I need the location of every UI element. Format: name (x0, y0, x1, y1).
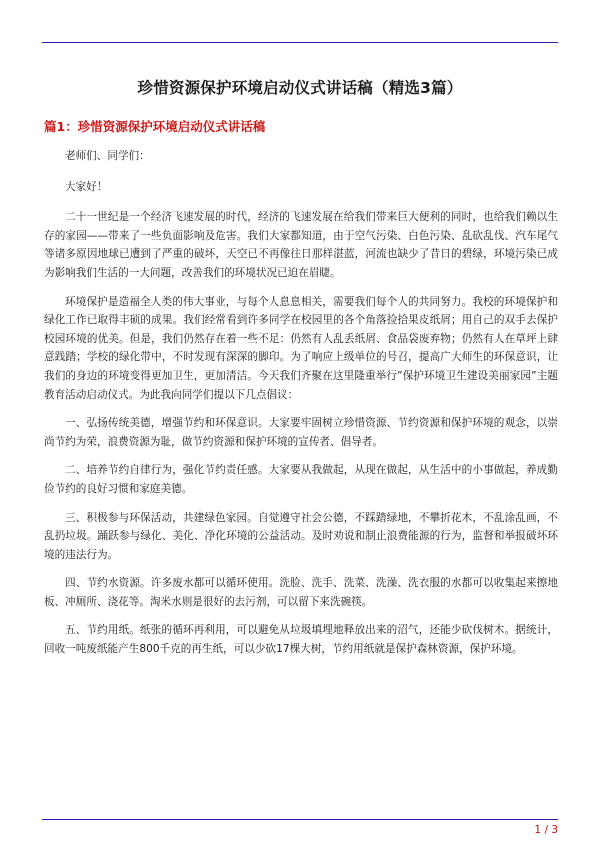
page-number: 1 / 3 (534, 824, 558, 836)
paragraph: 四、节约水资源。许多废水都可以循环使用。洗脸、洗手、洗菜、洗澡、洗衣服的水都可以收集起来擦地板、冲厕所、浇花等。淘米水则是很好的去污剂，可以留下来洗碗筷。 (44, 577, 558, 608)
document-body (44, 147, 558, 669)
section-title: 篇1：珍惜资源保护环境启动仪式讲话稿 (44, 119, 266, 134)
paragraph: 二、培养节约自律行为，强化节约责任感。大家要从我做起，从现在做起，从生活中的小事做起，养成勤俭节约的良好习惯和家庭美德。 (44, 464, 558, 495)
paragraph-salutation: 大家好！ (65, 180, 108, 193)
document-title: 珍惜资源保护环境启动仪式讲话稿（精选3篇） (137, 79, 463, 97)
paragraph: 五、节约用纸。纸张的循环再利用，可以避免从垃圾填埋地释放出来的沼气，还能少砍伐树木。据统计，回收一吨废纸能产生800千克的再生纸，可以少砍17棵大树，节约用纸就是保护森林资源，保护环境。 (44, 624, 558, 656)
paragraph: 三、积极参与环保活动，共建绿色家园。自觉遵守社会公德，不踩踏绿地，不攀折花木，不乱涂乱画，不乱扔垃圾。踊跃参与绿化、美化、净化环境的公益活动。及时劝说和制止浪费能源的行为，监督和举报破坏环境的违法行为。 (44, 511, 558, 561)
header-rule (42, 42, 558, 43)
paragraph: 环境保护是造福全人类的伟大事业，与每个人息息相关，需要我们每个人的共同努力。我校的环境保护和绿化工作已取得丰硕的成果。我们经常看到许多同学在校园里的各个角落捡拾果皮纸屑；用自己的双手去保护校园环境的优美。但是，我们仍然存在着一些不足：仍然有人乱丢纸屑、食品袋废弃物；仍然有人在草坪上肆意践踏；学校的绿化带中，不时发现有深深的脚印。为了响应上级单位的号召，提高广大师生的环保意识，让我们的身边的环境变得更加卫生，更加清洁。今天我们齐聚在这里隆重举行”保护环境卫生建设美丽家园”主题教育活动启动仪式。为此我向同学们提以下几点倡议： (44, 295, 558, 401)
paragraph: 一、弘扬传统美德，增强节约和环保意识。大家要牢固树立珍惜资源、节约资源和保护环境的观念，以崇尚节约为荣，浪费资源为耻，做节约资源和保护环境的宣传者、倡导者。 (44, 417, 558, 448)
paragraph: 二十一世纪是一个经济飞速发展的时代，经济的飞速发展在给我们带来巨大便利的同时，也给我们赖以生存的家园——带来了一些负面影响及危害。我们大家都知道，由于空气污染、白色污染、乱砍乱伐、汽车尾气等诸多原因地球已遭到了严重的破坏，天空已不再像往日那样湛蓝，河流也缺少了昔日的碧绿，环境污染已成为影响我们生活的一大问题，改善我们的环境状况已迫在眉睫。 (44, 211, 558, 279)
footer-rule (42, 819, 558, 820)
paragraph-greeting: 老师们、同学们： (65, 150, 150, 162)
